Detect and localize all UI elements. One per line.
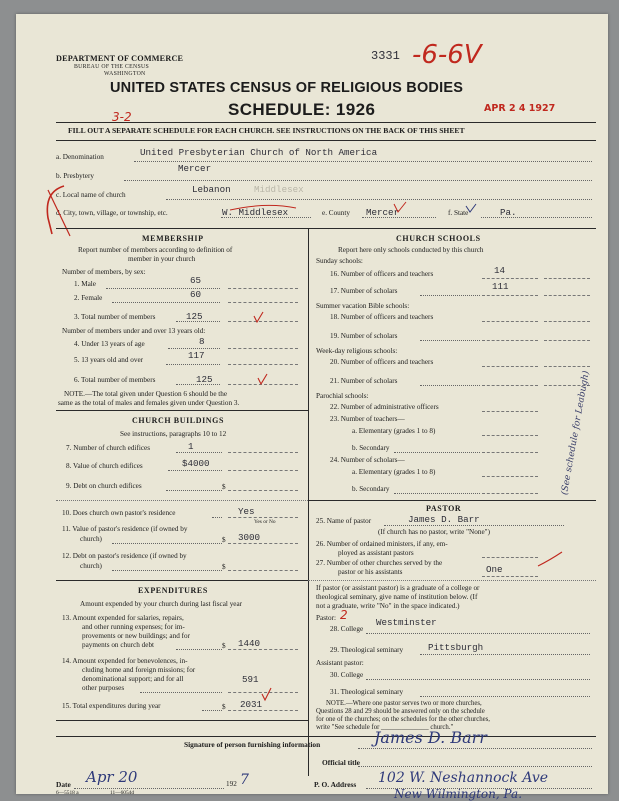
answer-line — [544, 340, 590, 341]
department-name: DEPARTMENT OF COMMERCE — [56, 54, 184, 63]
assistant-subhead: Assistant pastor: — [316, 659, 364, 667]
benevolences-label: other purposes — [82, 684, 125, 692]
by-sex-label: Number of members, by sex: — [62, 268, 146, 276]
pastor-seminary-value: Pittsburgh — [428, 642, 484, 653]
residence-label: 10. Does church own pastor's residence — [62, 509, 176, 517]
red-tick-marks — [216, 308, 276, 708]
dotted-line — [134, 161, 592, 162]
schedule-title: SCHEDULE: 1926 — [228, 100, 376, 119]
weekday-officers-label: 20. Number of officers and teachers — [330, 358, 434, 366]
membership-footnote: NOTE.—The total given under Question 6 should be the — [64, 390, 228, 398]
bureau-name: BUREAU OF THE CENSUS — [74, 64, 149, 70]
year-prefix: 192 — [226, 780, 237, 788]
red-check-mark — [34, 166, 78, 246]
scholars-elementary-label: a. Elementary (grades 1 to 8) — [352, 468, 436, 476]
edifices-value-amount: $4000 — [182, 458, 210, 469]
local-name-label: c. Local name of church — [56, 191, 126, 199]
parochial-admin-label: 22. Number of administrative officers — [330, 403, 439, 411]
grid-line — [56, 720, 308, 721]
edifices-value: 1 — [188, 441, 194, 452]
residence-value-amount: 3000 — [238, 532, 261, 543]
answer-line — [482, 385, 538, 386]
pastor-name-value: James D. Barr — [408, 514, 480, 525]
buildings-title: CHURCH BUILDINGS — [132, 416, 225, 425]
address-label: P. O. Address — [314, 780, 357, 789]
presbytery-value: Mercer — [178, 163, 212, 174]
dotted-line — [106, 288, 220, 289]
dotted-line — [112, 302, 220, 303]
ordained-ministers-label: ployed as assistant pastors — [338, 549, 414, 557]
dollar-sign: $ — [222, 563, 226, 571]
city-value: W. Middlesex — [222, 207, 289, 218]
total-expenditures-value: 2031 — [240, 699, 263, 710]
benevolences-label: denominational support; and for all — [82, 675, 184, 683]
dotted-line — [166, 490, 222, 491]
city-label: d. City, town, village, or township, etc. — [56, 209, 168, 217]
answer-line — [482, 321, 538, 322]
pastor-footnote: Questions 28 and 29 should be answered only on the schedule — [316, 708, 485, 715]
parochial-schools-label: Parochial schools: — [316, 392, 369, 400]
salaries-label: payments on church debt — [82, 641, 155, 649]
male-value: 65 — [190, 275, 202, 286]
edifice-debt-dollar: $ — [222, 483, 226, 491]
buildings-subtitle: See instructions, paragraphs 10 to 12 — [120, 430, 227, 438]
grid-line — [308, 500, 596, 501]
city-name: WASHINGTON — [104, 71, 146, 77]
residence-value: Yes — [238, 506, 255, 517]
sunday-scholars-label: 17. Number of scholars — [330, 287, 398, 295]
teachers-elementary-label: a. Elementary (grades 1 to 8) — [352, 427, 436, 435]
dotted-line — [168, 348, 220, 349]
membership-title: MEMBERSHIP — [142, 234, 204, 243]
dotted-line — [366, 633, 590, 634]
dotted-line — [168, 470, 222, 471]
parochial-scholars-label: 24. Number of scholars— — [330, 456, 405, 464]
answer-line — [482, 411, 538, 412]
red-two-mark: 2 — [340, 608, 348, 622]
sunday-officers-value: 14 — [494, 265, 506, 276]
pastor-footnote: NOTE.—Where one pastor serves two or more churches, — [326, 700, 482, 707]
state-label: f. State — [448, 209, 469, 217]
address-line-1: 102 W. Neshannock Ave — [378, 770, 549, 786]
local-name-erased: Middlesex — [254, 184, 304, 195]
female-label: 2. Female — [74, 294, 103, 302]
over-13-label: 5. 13 years old and over — [74, 356, 144, 364]
pastor-name-hint: (If church has no pastor, write "None") — [378, 528, 490, 536]
total-members-value: 125 — [186, 311, 203, 322]
under-13-value: 8 — [199, 336, 205, 347]
age-label: Number of members under and over 13 years old: — [62, 327, 206, 335]
dotted-line — [366, 679, 590, 680]
pastor-seminary-label: 29. Theological seminary — [330, 646, 404, 654]
divider — [56, 122, 596, 123]
hand-mark: 3-2 — [112, 110, 132, 124]
answer-line — [544, 366, 590, 367]
dotted-line — [384, 525, 564, 526]
grid-line — [56, 736, 596, 737]
dotted-line — [112, 570, 222, 571]
edifice-debt-label: 9. Debt on church edifices — [66, 482, 142, 490]
pastor-college-value: Westminster — [376, 617, 437, 628]
denomination-value: United Presbyterian Church of North America — [140, 147, 378, 158]
official-title-label: Official title — [322, 758, 360, 767]
over-13-value: 117 — [188, 350, 205, 361]
edifices-value-label: 8. Value of church edifices — [66, 462, 143, 470]
dotted-line — [74, 788, 224, 789]
answer-line — [482, 278, 538, 279]
schools-subtitle: Report here only schools conducted by this church — [338, 246, 484, 254]
membership-note: member in your church — [128, 255, 196, 263]
signature-label: Signature of person furnishing information — [184, 740, 321, 749]
state-value: Pa. — [500, 207, 517, 218]
red-underline-marks — [226, 200, 486, 216]
graduate-note: not a graduate, write "No" in the space indicated.) — [316, 602, 460, 610]
form-code: 6—5518 a — [56, 790, 79, 796]
date-label: Date — [56, 780, 71, 789]
pastor-footnote: write "See schedule for ______________ church." — [316, 724, 454, 731]
dotted-line — [420, 295, 480, 296]
dotted-line — [481, 217, 592, 218]
schools-title: CHURCH SCHOOLS — [396, 234, 481, 243]
form-title: UNITED STATES CENSUS OF RELIGIOUS BODIES — [110, 80, 464, 96]
answer-line — [482, 557, 538, 558]
dotted-line — [394, 493, 480, 494]
salaries-value: 1440 — [238, 638, 261, 649]
pastor-title: PASTOR — [426, 504, 462, 513]
address-line-2: New Wilmington, Pa. — [394, 787, 523, 801]
form-code-2: 11—6054d — [110, 790, 135, 796]
dotted-line — [166, 364, 220, 365]
stamp-number: 3331 — [371, 49, 400, 63]
grid-line — [56, 228, 596, 229]
sunday-schools-label: Sunday schools: — [316, 257, 363, 265]
teachers-secondary-label: b. Secondary — [352, 444, 390, 452]
expenditures-title: EXPENDITURES — [138, 586, 208, 595]
graduate-note: If pastor (or assistant pastor) is a graduate of a college or — [316, 584, 480, 592]
vacation-scholars-label: 19. Number of scholars — [330, 332, 398, 340]
dotted-line — [140, 692, 222, 693]
dotted-line — [420, 654, 590, 655]
pastor-footnote: for one of the churches; on the schedules for the other churches, — [316, 716, 491, 723]
answer-line — [544, 321, 590, 322]
graduate-note: theological seminary, give name of institution below. (If — [316, 593, 478, 601]
dotted-line — [124, 180, 592, 181]
column-divider — [308, 228, 309, 776]
census-schedule-page — [16, 14, 608, 801]
benevolences-label: 14. Amount expended for benevolences, in- — [62, 657, 188, 665]
received-stamp: APR 2 4 1927 — [484, 103, 556, 114]
other-churches-value: One — [486, 564, 503, 575]
year-suffix: 7 — [240, 772, 249, 788]
total-members-label: 3. Total number of members — [74, 313, 156, 321]
total-expenditures-label: 15. Total expenditures during year — [62, 702, 161, 710]
answer-line — [228, 288, 298, 289]
salaries-label: provements or new buildings; and for — [82, 632, 190, 640]
assistant-college-label: 30. College — [330, 671, 364, 679]
residence-value-label: 11. Value of pastor's residence (if owned by — [62, 525, 188, 533]
edifices-label: 7. Number of church edifices — [66, 444, 151, 452]
county-value: Mercer — [366, 207, 400, 218]
other-churches-label: 27. Number of other churches served by the — [316, 559, 443, 567]
red-arrow-mark — [536, 550, 566, 570]
answer-line — [228, 710, 298, 711]
answer-line — [482, 576, 538, 577]
dotted-line — [112, 543, 222, 544]
answer-line — [544, 295, 590, 296]
pastor-college-label: 28. College — [330, 625, 364, 633]
sunday-scholars-value: 111 — [492, 281, 509, 292]
pastor-subhead: Pastor: — [316, 614, 336, 622]
margin-note: (See schedule for Leabugh) — [560, 370, 592, 496]
membership-note: Report number of members according to definition of — [78, 246, 233, 254]
dollar-sign: $ — [222, 703, 226, 711]
date-value: Apr 20 — [86, 768, 138, 786]
total-members-6-label: 6. Total number of members — [74, 376, 156, 384]
local-name-value: Lebanon — [192, 184, 231, 195]
weekday-schools-label: Week-day religious schools: — [316, 347, 398, 355]
expenditures-subtitle: Amount expended by your church during last fiscal year — [80, 600, 243, 608]
vacation-officers-label: 18. Number of officers and teachers — [330, 313, 434, 321]
grid-line — [308, 580, 596, 581]
weekday-scholars-label: 21. Number of scholars — [330, 377, 398, 385]
benevolences-label: cluding home and foreign missions; for — [82, 666, 196, 674]
dotted-line — [358, 748, 592, 749]
answer-line — [482, 476, 538, 477]
total-members-6-value: 125 — [196, 374, 213, 385]
answer-line — [482, 493, 538, 494]
pastor-name-label: 25. Name of pastor — [316, 517, 372, 525]
answer-line — [482, 435, 538, 436]
salaries-label: and other running expenses; for im- — [82, 623, 185, 631]
under-13-label: 4. Under 13 years of age — [74, 340, 145, 348]
male-label: 1. Male — [74, 280, 96, 288]
answer-line — [228, 302, 298, 303]
residence-debt-label: 12. Debt on pastor's residence (if owned by — [62, 552, 187, 560]
dotted-line — [420, 385, 480, 386]
answer-line — [482, 295, 538, 296]
dollar-sign: $ — [222, 642, 226, 650]
female-value: 60 — [190, 289, 202, 300]
dotted-line — [394, 452, 480, 453]
sunday-officers-label: 16. Number of officers and teachers — [330, 270, 434, 278]
divider — [56, 140, 596, 141]
yes-or-no-hint: Yes or No — [254, 519, 276, 525]
answer-line — [544, 278, 590, 279]
membership-footnote: same as the total of males and females given under Question 3. — [58, 399, 240, 407]
assistant-seminary-label: 31. Theological seminary — [330, 688, 404, 696]
other-churches-label: pastor or his assistants — [338, 568, 403, 576]
answer-line — [482, 340, 538, 341]
county-label: e. County — [322, 209, 350, 217]
residence-value-label: church) — [80, 535, 102, 543]
dollar-sign: $ — [222, 536, 226, 544]
denomination-label: a. Denomination — [56, 153, 104, 161]
instruction-line: FILL OUT A SEPARATE SCHEDULE FOR EACH CHURCH. SEE INSTRUCTIONS ON THE BACK OF THIS SHEET — [68, 126, 465, 135]
answer-line — [482, 366, 538, 367]
dotted-line — [420, 340, 480, 341]
dotted-line — [202, 710, 222, 711]
residence-debt-label: church) — [80, 562, 102, 570]
dotted-line — [420, 696, 590, 697]
parochial-teachers-label: 23. Number of teachers— — [330, 415, 405, 423]
answer-line — [482, 452, 538, 453]
benevolences-value: 591 — [242, 674, 259, 685]
presbytery-label: b. Presbytery — [56, 172, 94, 180]
salaries-label: 13. Amount expended for salaries, repairs, — [62, 614, 184, 622]
scholars-secondary-label: b. Secondary — [352, 485, 390, 493]
dotted-line — [358, 766, 592, 767]
hand-code: -6-6V — [412, 40, 482, 70]
signature-value: James D. Barr — [374, 728, 487, 747]
ordained-ministers-label: 26. Number of ordained ministers, if any, em- — [316, 540, 448, 548]
vacation-schools-label: Summer vacation Bible schools: — [316, 302, 410, 310]
